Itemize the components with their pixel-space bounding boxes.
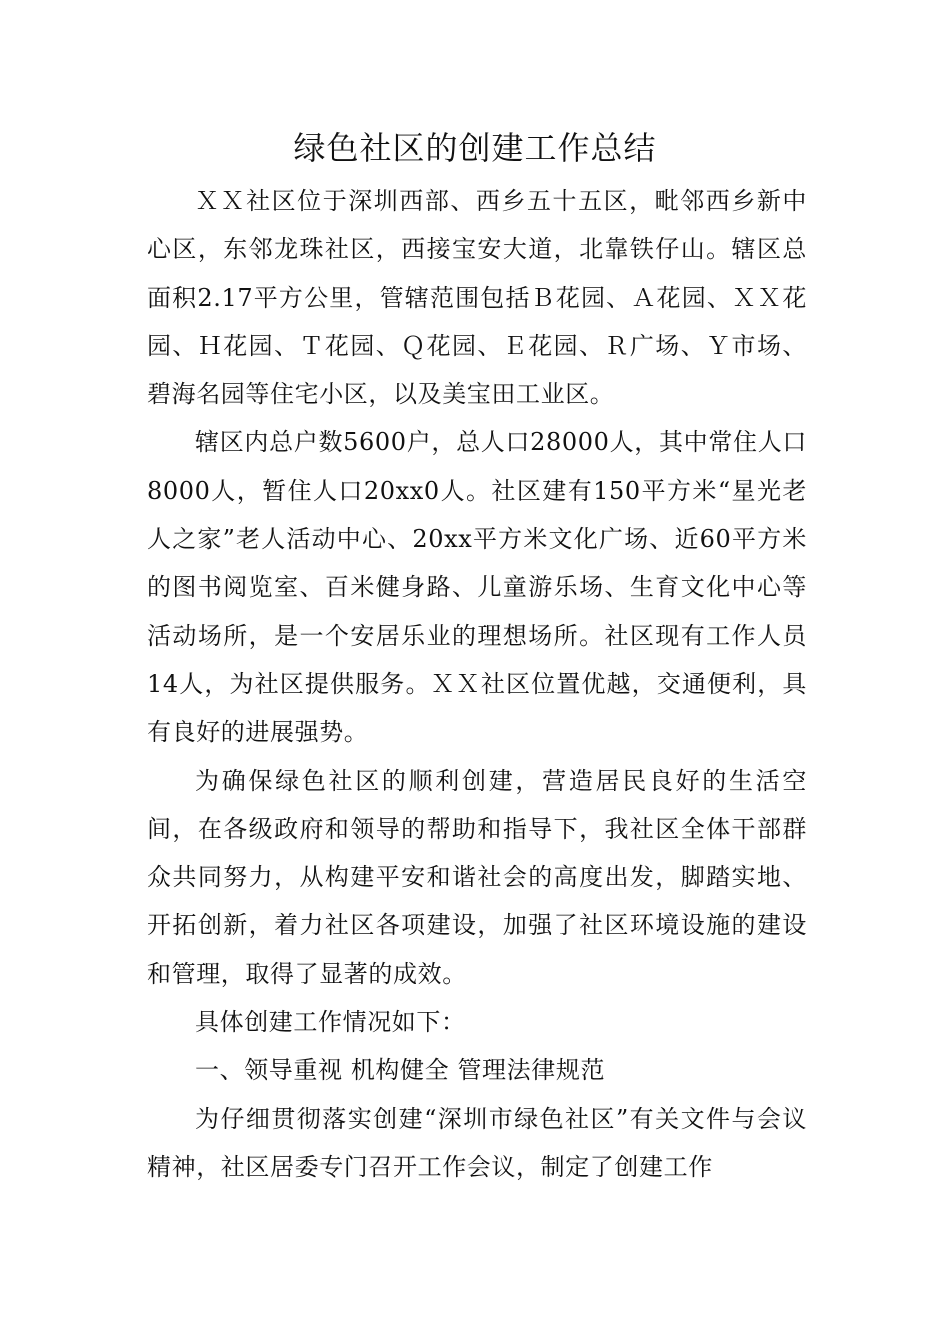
paragraph-goals: 为确保绿色社区的顺利创建，营造居民良好的生活空间，在各级政府和领导的帮助和指导下，我社区全体干部群众共同努力，从构建平安和谐社会的高度出发，脚踏实地、开拓创新，着力社区各项建设，加强了社区环境设施的建设和管理，取得了显著的成效。 <box>147 766 807 988</box>
document-body <box>147 177 807 1191</box>
paragraph-intro: 具体创建工作情况如下： <box>195 1008 466 1037</box>
paragraph-section-1: 为仔细贯彻落实创建“深圳市绿色社区”有关文件与会议精神，社区居委专门召开工作会议，制定了创建工作 <box>147 1104 807 1181</box>
section-heading-1: 一、领导重视 机构健全 管理法律规范 <box>195 1056 606 1085</box>
paragraph-population: 辖区内总户数5600户，总人口28000人，其中常住人口8000人，暂住人口20xx0人。社区建有150平方米“星光老人之家”老人活动中心、20xx平方米文化广场、近60平方米的图书阅览室、百米健身路、儿童游乐场、生育文化中心等活动场所，是一个安居乐业的理想场所。社区现有工作人员14人，为社区提供服务。ＸＸ社区位置优越，交通便利，具有良好的进展强势。 <box>147 428 807 747</box>
paragraph-location: ＸＸ社区位于深圳西部、西乡五十五区，毗邻西乡新中心区，东邻龙珠社区，西接宝安大道，北靠铁仔山。辖区总面积2.17平方公里，管辖范围包括Ｂ花园、Ａ花园、ＸＸ花园、Ｈ花园、Ｔ花园、Ｑ花园、Ｅ花园、Ｒ广场、Ｙ市场、碧海名园等住宅小区，以及美宝田工业区。 <box>147 187 807 409</box>
document-title: 绿色社区的创建工作总结 <box>293 129 657 167</box>
